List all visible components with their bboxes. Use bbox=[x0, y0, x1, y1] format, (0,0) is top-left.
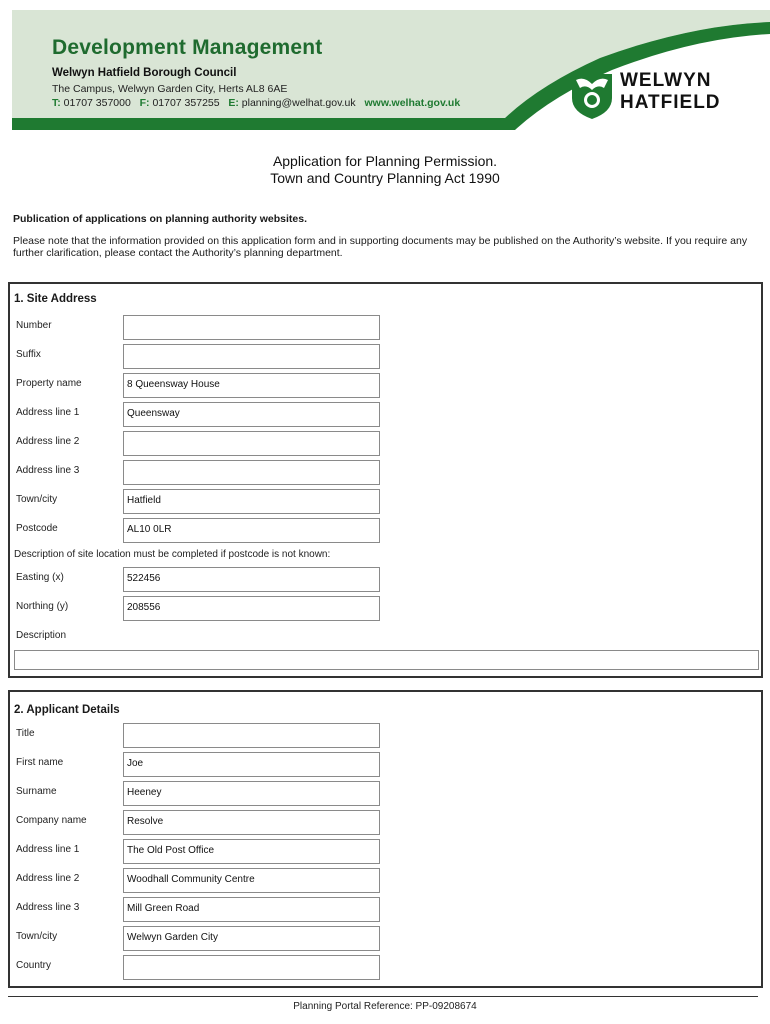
surname-field[interactable]: Heeney bbox=[123, 781, 380, 806]
field-label: Company name bbox=[16, 815, 87, 826]
email-label: E: bbox=[228, 97, 239, 109]
email-address[interactable]: planning@welhat.gov.uk bbox=[241, 97, 356, 109]
banner-title: Development Management bbox=[52, 36, 323, 59]
field-label: First name bbox=[16, 757, 64, 768]
field-label: Address line 1 bbox=[16, 407, 80, 418]
address-line-2-field[interactable]: Woodhall Community Centre bbox=[123, 868, 380, 893]
field-label: Town/city bbox=[16, 494, 58, 505]
form-row bbox=[10, 897, 761, 923]
title-line-1: Application for Planning Permission. bbox=[272, 153, 498, 169]
form-row bbox=[10, 373, 761, 399]
form-row bbox=[10, 723, 761, 749]
tel-label: T: bbox=[52, 97, 61, 109]
country-field[interactable] bbox=[123, 955, 380, 980]
easting-field[interactable]: 522456 bbox=[123, 567, 380, 592]
field-label: Address line 1 bbox=[16, 844, 80, 855]
form-row bbox=[10, 810, 761, 836]
title-field[interactable] bbox=[123, 723, 380, 748]
location-note: Description of site location must be completed if postcode is not known: bbox=[14, 549, 331, 560]
address-line-2-field[interactable] bbox=[123, 431, 380, 456]
field-label: Address line 2 bbox=[16, 873, 80, 884]
logo-line-2: HATFIELD bbox=[620, 92, 721, 113]
field-label: Title bbox=[16, 728, 35, 739]
town-city-field[interactable]: Hatfield bbox=[123, 489, 380, 514]
fax-label: F: bbox=[139, 97, 150, 109]
description-label: Description bbox=[16, 630, 67, 641]
description-field[interactable] bbox=[14, 650, 759, 670]
form-row bbox=[10, 431, 761, 457]
form-row bbox=[10, 781, 761, 807]
field-label: Country bbox=[16, 960, 52, 971]
address-line-1-field[interactable]: The Old Post Office bbox=[123, 839, 380, 864]
field-label: Property name bbox=[16, 378, 82, 389]
form-row bbox=[10, 567, 761, 593]
company-name-field[interactable]: Resolve bbox=[123, 810, 380, 835]
title-line-2: Town and Country Planning Act 1990 bbox=[270, 170, 500, 186]
council-crest-icon bbox=[570, 72, 614, 120]
portal-reference: Planning Portal Reference: PP-09208674 bbox=[293, 1001, 477, 1012]
suffix-field[interactable] bbox=[123, 344, 380, 369]
form-row bbox=[10, 518, 761, 544]
property-name-field[interactable]: 8 Queensway House bbox=[123, 373, 380, 398]
field-label: Address line 2 bbox=[16, 436, 80, 447]
form-row bbox=[10, 926, 761, 952]
form-row bbox=[10, 839, 761, 865]
first-name-field[interactable]: Joe bbox=[123, 752, 380, 777]
section-heading: 2. Applicant Details bbox=[14, 704, 120, 716]
address-line-3-field[interactable] bbox=[123, 460, 380, 485]
form-row bbox=[10, 460, 761, 486]
field-label: Easting (x) bbox=[16, 572, 64, 583]
address-line-1-field[interactable]: Queensway bbox=[123, 402, 380, 427]
number-field[interactable] bbox=[123, 315, 380, 340]
document-title bbox=[0, 153, 770, 187]
northing-field[interactable]: 208556 bbox=[123, 596, 380, 621]
publication-heading: Publication of applications on planning authority websites. bbox=[13, 213, 308, 225]
site-address-section bbox=[8, 282, 763, 678]
header-banner bbox=[0, 0, 770, 135]
field-label: Address line 3 bbox=[16, 465, 80, 476]
field-label: Town/city bbox=[16, 931, 58, 942]
form-row bbox=[10, 402, 761, 428]
field-label: Northing (y) bbox=[16, 601, 69, 612]
form-row bbox=[10, 868, 761, 894]
website-link[interactable]: www.welhat.gov.uk bbox=[364, 97, 461, 109]
form-row bbox=[10, 489, 761, 515]
council-address: The Campus, Welwyn Garden City, Herts AL8 6AE bbox=[52, 83, 288, 95]
field-label: Address line 3 bbox=[16, 902, 80, 913]
address-line-3-field[interactable]: Mill Green Road bbox=[123, 897, 380, 922]
field-label: Surname bbox=[16, 786, 57, 797]
town-city-field[interactable]: Welwyn Garden City bbox=[123, 926, 380, 951]
section-heading: 1. Site Address bbox=[14, 293, 97, 305]
logo-line-1: WELWYN bbox=[620, 70, 712, 91]
fax-number: 01707 357255 bbox=[152, 97, 220, 109]
form-row bbox=[10, 315, 761, 341]
form-row bbox=[10, 344, 761, 370]
council-contact bbox=[52, 97, 460, 109]
field-label: Postcode bbox=[16, 523, 58, 534]
applicant-details-section bbox=[8, 690, 763, 988]
council-name: Welwyn Hatfield Borough Council bbox=[52, 67, 237, 79]
tel-number: 01707 357000 bbox=[63, 97, 131, 109]
form-row bbox=[10, 955, 761, 981]
postcode-field[interactable]: AL10 0LR bbox=[123, 518, 380, 543]
footer-divider bbox=[8, 996, 758, 997]
field-label: Suffix bbox=[16, 349, 41, 360]
publication-note: Please note that the information provided on this application form and in supporting documents may be published on the Authority’s website. If you require any further clarification, please contact the Authority’s planning department. bbox=[13, 235, 748, 259]
field-label: Number bbox=[16, 320, 52, 331]
council-logo-text bbox=[620, 70, 721, 114]
form-row bbox=[10, 752, 761, 778]
form-row bbox=[10, 596, 761, 622]
